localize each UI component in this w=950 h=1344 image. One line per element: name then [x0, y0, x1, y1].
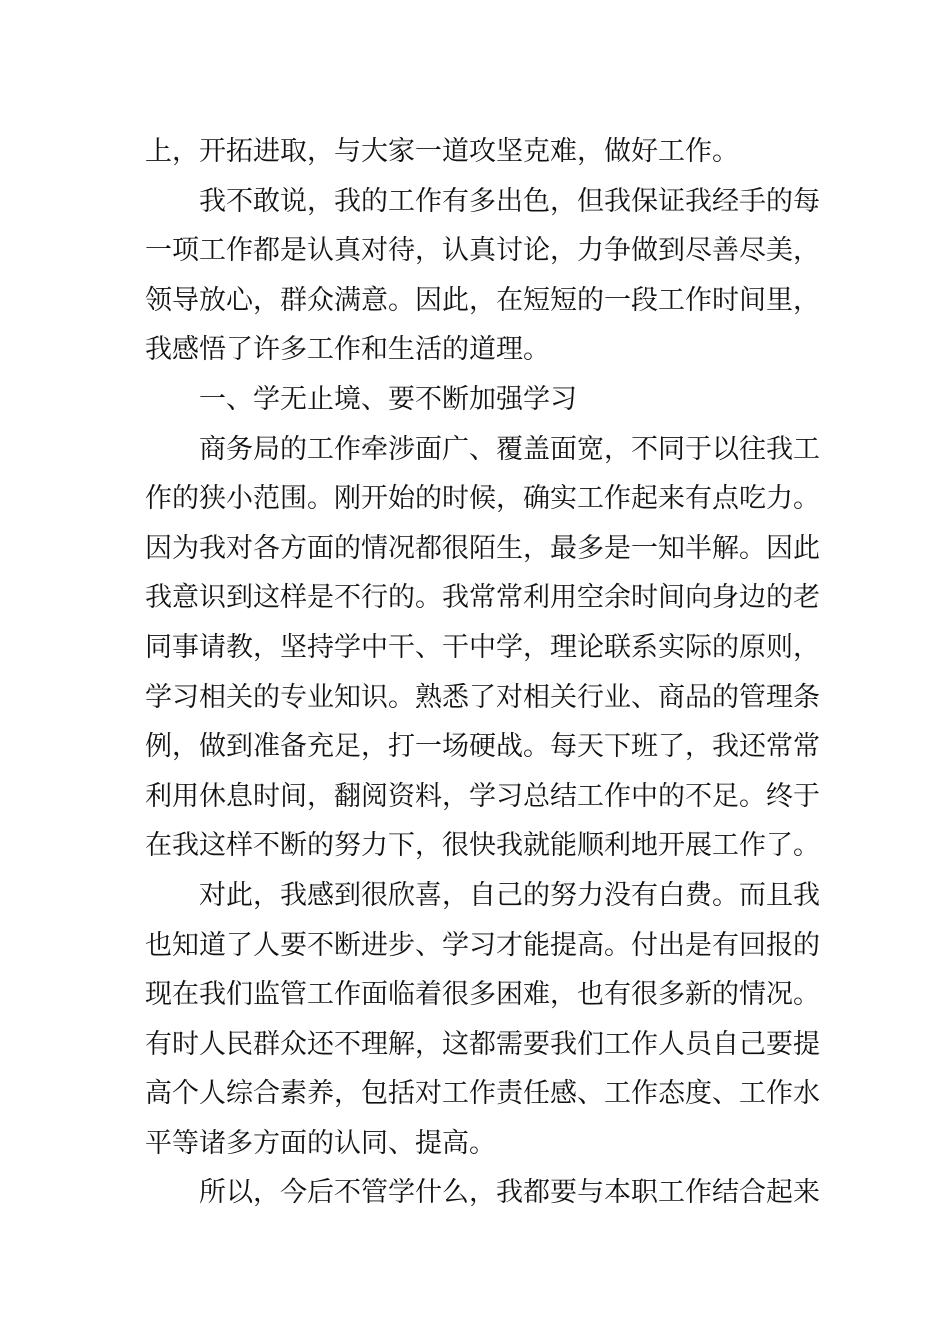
text-line: 也知道了人要不断进步、学习才能提高。付出是有回报的	[145, 929, 820, 961]
text-line: 一项工作都是认真对待，认真讨论，力争做到尽善尽美，	[145, 235, 820, 267]
text-line: 平等诸多方面的认同、提高。	[145, 1127, 496, 1159]
text-line: 我不敢说，我的工作有多出色，但我保证我经手的每	[199, 185, 820, 217]
text-line: 因为我对各方面的情况都很陌生，最多是一知半解。因此	[145, 532, 820, 564]
section-heading: 一、学无止境、要不断加强学习	[199, 383, 577, 415]
text-line: 现在我们监管工作面临着很多困难，也有很多新的情况。	[145, 979, 820, 1011]
text-line: 商务局的工作牵涉面广、覆盖面宽，不同于以往我工	[199, 433, 820, 465]
text-line: 高个人综合素养，包括对工作责任感、工作态度、工作水	[145, 1078, 820, 1110]
text-line: 领导放心，群众满意。因此，在短短的一段工作时间里，	[145, 284, 820, 316]
text-line: 上，开拓进取，与大家一道攻坚克难，做好工作。	[145, 136, 739, 167]
text-line: 有时人民群众还不理解，这都需要我们工作人员自己要提	[145, 1028, 820, 1060]
text-line: 例，做到准备充足，打一场硬战。每天下班了，我还常常	[145, 731, 820, 763]
document-body	[145, 127, 820, 1218]
text-line: 利用休息时间，翻阅资料，学习总结工作中的不足。终于	[145, 780, 820, 812]
text-line: 在我这样不断的努力下，很快我就能顺利地开展工作了。	[145, 830, 820, 862]
text-line: 我意识到这样是不行的。我常常利用空余时间向身边的老	[145, 582, 820, 614]
text-line: 我感悟了许多工作和生活的道理。	[145, 334, 550, 366]
text-line: 学习相关的专业知识。熟悉了对相关行业、商品的管理条	[145, 681, 820, 713]
text-line: 同事请教，坚持学中干、干中学，理论联系实际的原则，	[145, 631, 820, 663]
text-line: 作的狭小范围。刚开始的时候，确实工作起来有点吃力。	[145, 483, 820, 515]
text-line: 所以，今后不管学什么，我都要与本职工作结合起来	[199, 1177, 820, 1209]
text-line: 对此，我感到很欣喜，自己的努力没有白费。而且我	[199, 879, 820, 911]
